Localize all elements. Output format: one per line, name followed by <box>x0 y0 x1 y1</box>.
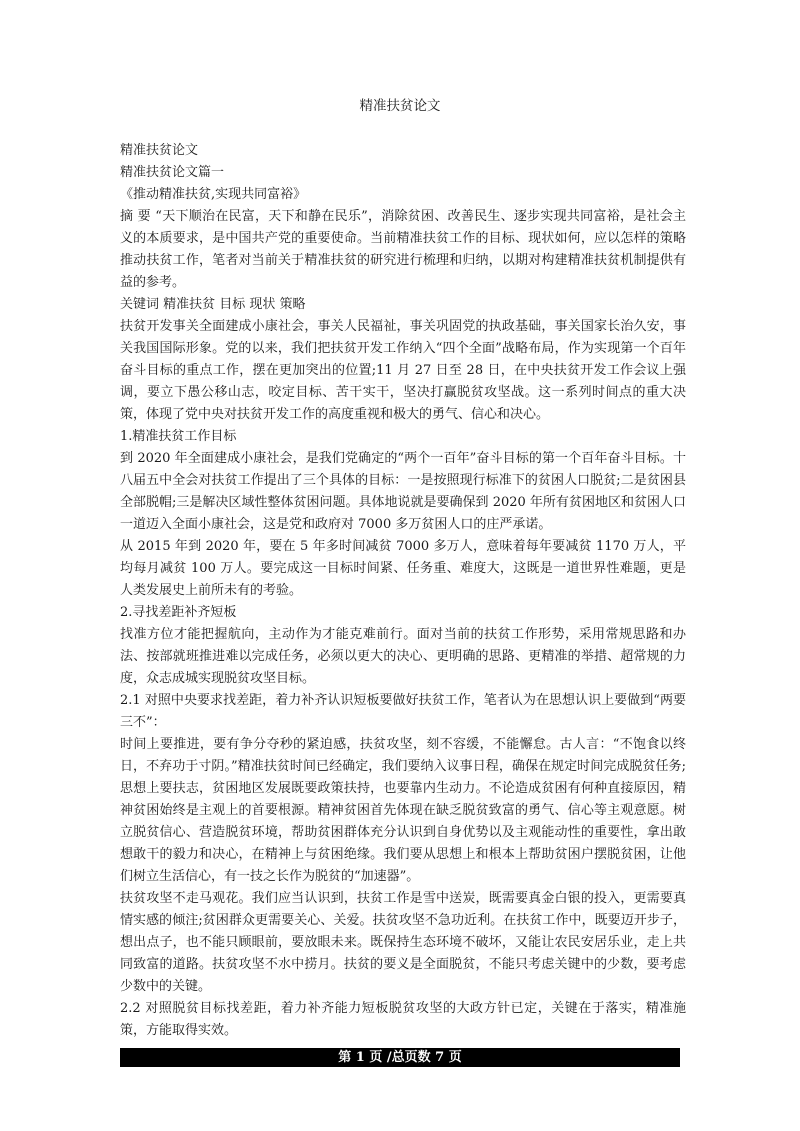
document-title: 精准扶贫论文 <box>359 98 441 114</box>
paragraph: 扶贫开发事关全面建成小康社会，事关人民福祉，事关巩固党的执政基础，事关国家长治久安，事关我国国际形象。党的以来，我们把扶贫开发工作纳入“四个全面”战略布局，作为实现第一个百年奋斗目标的重点工作，摆在更加突出的位置;11 月 27 日至 28 日，在中央扶贫开发工作会议上强调，要立下愚公移山志，咬定目标、苦干实干，坚决打赢脱贫攻坚战。这一系列时间点的重大决策，体现了党中央对扶贫开发工作的高度重视和极大的勇气、信心和决心。 <box>120 319 686 422</box>
abstract-paragraph: 摘 要 “天下顺治在民富，天下和静在民乐”，消除贫困、改善民生、逐步实现共同富裕，是社会主义的本质要求，是中国共产党的重要使命。当前精准扶贫工作的目标、现状如何，应以怎样的策略推动扶贫工作，笔者对当前关于精准扶贫的研究进行梳理和归纳，以期对构建精准扶贫机制提供有益的参考。 <box>120 209 686 290</box>
paragraph: 找准方位才能把握航向，主动作为才能克难前行。面对当前的扶贫工作形势，采用常规思路和办法、按部就班推进难以完成任务，必须以更大的决心、更明确的思路、更精准的举措、超常规的力度，众志成城实现脱贫攻坚目标。 <box>120 627 686 686</box>
document-body <box>120 140 686 1042</box>
paragraph: 时间上要推进，要有争分夺秒的紧迫感，扶贫攻坚，刻不容缓，不能懈怠。古人言：“不饱食以终日，不弃功于寸阴。”精准扶贫时间已经确定，我们要纳入议事日程，确保在规定时间完成脱贫任务;思想上要扶志，贫困地区发展既要政策扶持，也要靠内生动力。不论造成贫困有何种直接原因，精神贫困始终是主观上的首要根源。精神贫困首先体现在缺乏脱贫致富的勇气、信心等主观意愿。树立脱贫信心、营造脱贫环境，帮助贫困群体充分认识到自身优势以及主观能动性的重要性，拿出敢想敢干的毅力和决心，在精神上与贫困绝缘。我们要从思想上和根本上帮助贫困户摆脱贫困，让他们树立生活信心，有一技之长作为脱贫的“加速器”。 <box>120 737 686 884</box>
paragraph: 从 2015 年到 2020 年，要在 5 年多时间减贫 7000 多万人，意味着每年要减贫 1170 万人，平均每月减贫 100 万人。要完成这一目标时间紧、任务重、难度大，这既是一道世界性难题，更是人类发展史上前所未有的考验。 <box>120 539 686 598</box>
paragraph: 2.2 对照脱贫目标找差距，着力补齐能力短板脱贫攻坚的大政方针已定，关键在于落实，精准施策，方能取得实效。 <box>120 1001 686 1038</box>
paragraph: 扶贫攻坚不走马观花。我们应当认识到，扶贫工作是雪中送炭，既需要真金白银的投入，更需要真情实感的倾注;贫困群众更需要关心、关爱。扶贫攻坚不急功近利。在扶贫工作中，既要迈开步子，想出点子，也不能只顾眼前，要放眼未来。既保持生态环境不破坏，又能让农民安居乐业，走上共同致富的道路。扶贫攻坚不水中捞月。扶贫的要义是全面脱贫，不能只考虑关键中的少数，要考虑少数中的关键。 <box>120 891 686 994</box>
page-footer: 第 1 页 /总页数 7 页 <box>120 1048 680 1067</box>
paragraph: 《推动精准扶贫,实现共同富裕》 <box>120 187 307 202</box>
paragraph: 精准扶贫论文篇一 <box>120 165 225 180</box>
section-heading: 1.精准扶贫工作目标 <box>120 429 237 444</box>
keywords-paragraph: 关键词 精准扶贫 目标 现状 策略 <box>120 297 306 312</box>
paragraph: 到 2020 年全面建成小康社会，是我们党确定的“两个一百年”奋斗目标的第一个百年奋斗目标。十八届五中全会对扶贫工作提出了三个具体的目标：一是按照现行标准下的贫困人口脱贫;二是贫困县全部脱帽;三是解决区域性整体贫困问题。具体地说就是要确保到 2020 年所有贫困地区和贫困人口一道迈入全面小康社会，这是党和政府对 7000 多万贫困人口的庄严承诺。 <box>120 451 686 532</box>
paragraph: 2.1 对照中央要求找差距，着力补齐认识短板要做好扶贫工作，笔者认为在思想认识上要做到“两要三不”： <box>120 693 686 730</box>
paragraph: 精准扶贫论文 <box>120 143 199 158</box>
section-heading: 2.寻找差距补齐短板 <box>120 605 237 620</box>
